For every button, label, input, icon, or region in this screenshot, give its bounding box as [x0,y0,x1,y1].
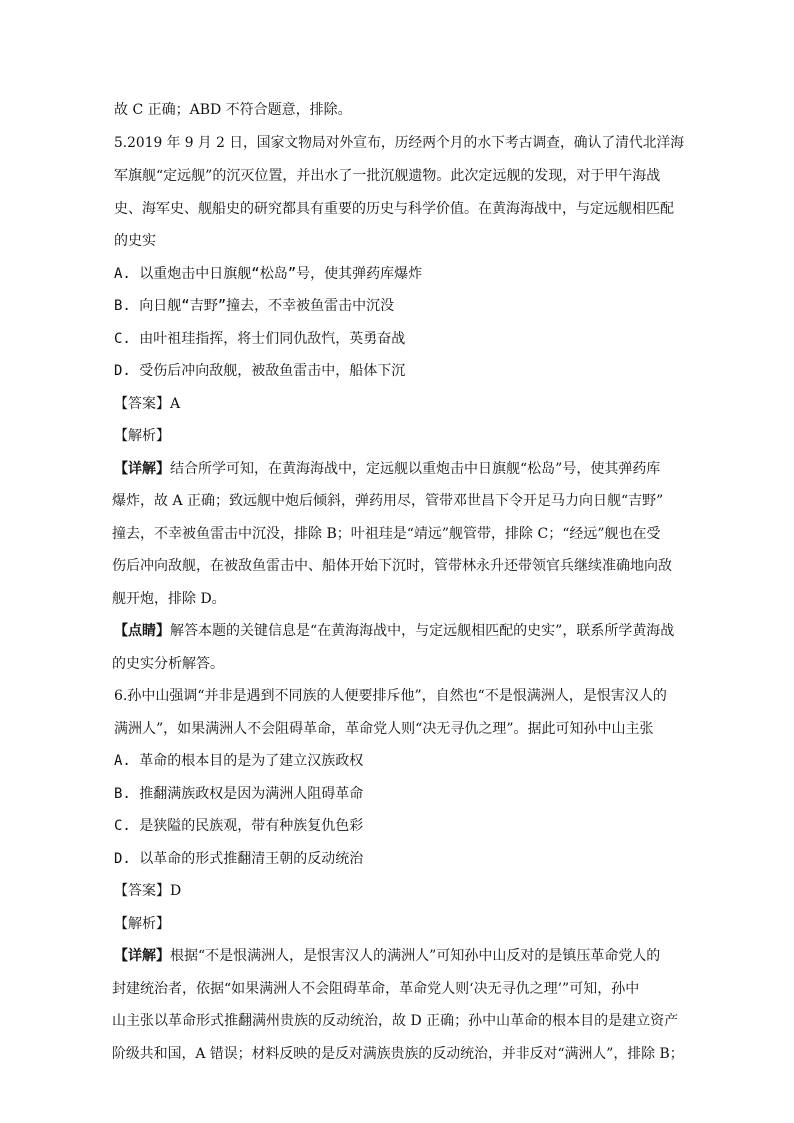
q5-detail-line-3: 撞去，不幸被鱼雷击中沉没，排除 B；叶祖珪是“靖远”舰管带，排除 C；“经远”舰也在受 [112,526,661,542]
q5-point-text-1: 解答本题的关键信息是“在黄海海战中，与定远舰相匹配的史实”，联系所学黄海战 [170,623,675,639]
q5-detail-text-1: 结合所学可知，在黄海海战中，定远舰以重炮击中日旗舰“松岛”号，使其弹药库 [170,461,661,477]
q6-answer: 【答案】D [114,883,182,899]
q6-option-c: C. 是狭隘的民族观，带有种族复仇色彩 [114,818,364,834]
q5-option-b: B. 向日舰“吉野”撞去，不幸被鱼雷击中沉没 [114,298,395,314]
q6-analysis-label: 【解析】 [114,916,170,932]
q5-detail-line-2: 爆炸，故 A 正确；致远舰中炮后倾斜，弹药用尽，管带邓世昌下令开足马力向日舰“吉野” [112,493,664,509]
q5-option-c: C. 由叶祖珪指挥，将士们同仇敌忾，英勇奋战 [114,331,406,347]
q6-option-d: D. 以革命的形式推翻清王朝的反动统治 [114,851,364,867]
q6-detail-line-3: 山主张以革命形式推翻满州贵族的反动统治，故 D 正确；孙中山革命的根本目的是建立资产 [112,1013,679,1029]
q5-option-d: D. 受伤后冲向敌舰，被敌鱼雷击中，船体下沉 [114,363,406,379]
q5-point-tag: 【点睛】 [114,623,170,639]
q5-analysis-label: 【解析】 [114,428,170,444]
q5-point-line-2: 的史实分析解答。 [112,656,224,672]
q4-explanation-tail: 故 C 正确；ABD 不符合题意，排除。 [114,102,352,118]
q6-stem-line-1: 6.孙中山强调“并非是遇到不同族的人便要排斥他”，自然也“不是恨满洲人，是恨害汉人的 [114,688,667,704]
q5-detail-line-5: 舰开炮，排除 D。 [112,591,226,607]
q5-detail-line-4: 伤后冲向敌舰，在被敌鱼雷击中、船体开始下沉时，管带林永升还带领官兵继续准确地向敌 [112,558,672,574]
q6-detail-text-1: 根据“不是恨满洲人，是恨害汉人的满洲人”可知孙中山反对的是镇压革命党人的 [170,948,661,964]
q6-detail-tag: 【详解】 [114,948,170,964]
q6-detail-line-1 [114,946,660,966]
q5-detail-tag: 【详解】 [114,461,170,477]
q5-answer: 【答案】A [114,396,181,412]
q5-detail-line-1 [114,459,660,479]
q5-stem-line-4: 的史实 [114,233,156,249]
q5-stem-line-2: 军旗舰“定远舰”的沉灭位置，并出水了一批沉舰遗物。此次定远舰的发现，对于甲午海战 [114,168,661,184]
q6-detail-line-4: 阶级共和国，A 错误；材料反映的是反对满族贵族的反动统治，并非反对“满洲人”，排除 B； [112,1046,684,1062]
q5-stem-line-3: 史、海军史、舰船史的研究都具有重要的历史与科学价值。在黄海海战中，与定远舰相匹配 [114,201,674,217]
q6-option-a: A. 革命的根本目的是为了建立汉族政权 [114,753,364,769]
q5-stem-line-1: 5.2019 年 9 月 2 日，国家文物局对外宣布，历经两个月的水下考古调查，确认了清代北洋海 [114,135,685,151]
q6-detail-line-2: 封建统治者，依据“如果满洲人不会阻碍革命，革命党人则‘决无寻仇之理’”可知，孙中 [112,981,640,997]
q5-point-line-1 [114,621,674,641]
q6-stem-line-2: 满洲人”，如果满洲人不会阻碍革命，革命党人则“决无寻仇之理”。据此可知孙中山主张 [114,721,654,737]
q5-option-a: A. 以重炮击中日旗舰“松岛”号，使其弹药库爆炸 [114,266,423,282]
q6-option-b: B. 推翻满族政权是因为满洲人阻碍革命 [114,786,364,802]
